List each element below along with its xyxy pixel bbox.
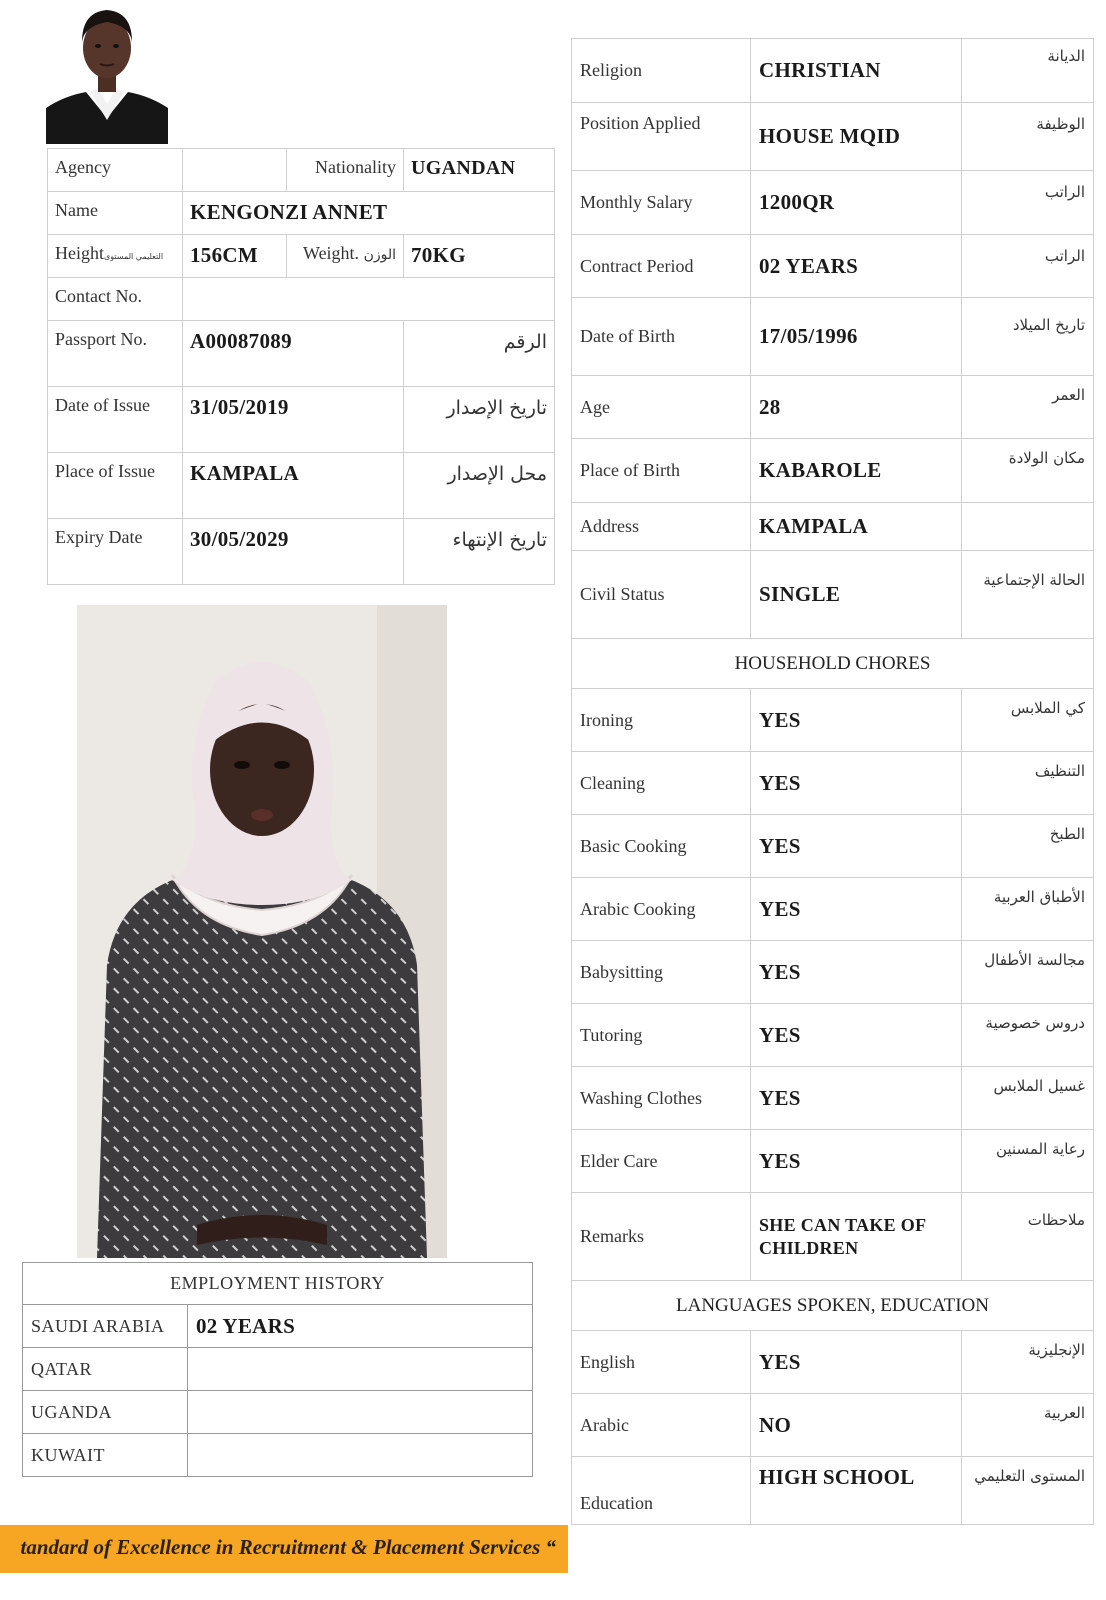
slogan-text: tandard of Excellence in Recruitment & Placement Services “ [20, 1535, 556, 1559]
chores-title: HOUSEHOLD CHORES [572, 639, 1094, 689]
language-label: English [572, 1331, 751, 1394]
detail-label: Date of Birth [572, 298, 751, 376]
chore-value: YES [751, 1067, 962, 1130]
employment-duration [188, 1348, 533, 1391]
languages-header-row [572, 1281, 1094, 1331]
detail-value: KABAROLE [751, 439, 962, 503]
chore-value: YES [751, 1130, 962, 1193]
name-value: KENGONZI ANNET [183, 192, 555, 235]
chore-label: Babysitting [572, 941, 751, 1004]
agency-row [48, 149, 555, 192]
chore-label-ar: ملاحظات [962, 1193, 1094, 1281]
expiry-date-row [48, 519, 555, 585]
detail-value: CHRISTIAN [751, 39, 962, 103]
name-label: Name [48, 192, 183, 235]
employment-row [23, 1391, 533, 1434]
chore-row [572, 1004, 1094, 1067]
height-label-ar: التعليمي المستوى [104, 252, 164, 261]
chore-row [572, 878, 1094, 941]
detail-label: Age [572, 376, 751, 439]
detail-value: HOUSE MQID [751, 103, 962, 171]
chore-value: YES [751, 941, 962, 1004]
detail-label: Religion [572, 39, 751, 103]
chore-label: Elder Care [572, 1130, 751, 1193]
chore-value: SHE CAN TAKE OF CHILDREN [751, 1193, 962, 1281]
chore-row [572, 1067, 1094, 1130]
place-of-issue-row [48, 453, 555, 519]
date-of-issue-value: 31/05/2019 [183, 387, 404, 453]
detail-label: Address [572, 503, 751, 551]
passport-label: Passport No. [48, 321, 183, 387]
chore-label: Basic Cooking [572, 815, 751, 878]
chore-row [572, 752, 1094, 815]
chore-label-ar: الطبخ [962, 815, 1094, 878]
chore-value: YES [751, 689, 962, 752]
details-table [571, 38, 1094, 1525]
employment-duration: 02 YEARS [188, 1305, 533, 1348]
detail-label-ar [962, 503, 1094, 551]
language-label-ar: العربية [962, 1394, 1094, 1457]
employment-row [23, 1434, 533, 1477]
language-row [572, 1331, 1094, 1394]
chore-label: Ironing [572, 689, 751, 752]
detail-value: KAMPALA [751, 503, 962, 551]
expiry-date-value: 30/05/2029 [183, 519, 404, 585]
chore-row [572, 1130, 1094, 1193]
chore-label-ar: مجالسة الأطفال [962, 941, 1094, 1004]
height-label: Height [55, 243, 104, 263]
language-label: Education [572, 1457, 751, 1525]
detail-value: SINGLE [751, 551, 962, 639]
chore-label: Remarks [572, 1193, 751, 1281]
language-label-ar: المستوى التعليمي [962, 1457, 1094, 1525]
date-of-issue-label: Date of Issue [48, 387, 183, 453]
detail-row [572, 298, 1094, 376]
detail-value: 1200QR [751, 171, 962, 235]
full-body-photo [77, 605, 447, 1258]
language-label-ar: الإنجليزية [962, 1331, 1094, 1394]
detail-label-ar: الراتب [962, 235, 1094, 298]
detail-row [572, 103, 1094, 171]
detail-label-ar: الوظيفة [962, 103, 1094, 171]
employment-country: QATAR [23, 1348, 188, 1391]
passport-value: A00087089 [183, 321, 404, 387]
detail-row [572, 171, 1094, 235]
chores-header-row [572, 639, 1094, 689]
employment-duration [188, 1391, 533, 1434]
employment-duration [188, 1434, 533, 1477]
detail-label-ar: الحالة الإجتماعية [962, 551, 1094, 639]
language-value: YES [751, 1331, 962, 1394]
detail-label: Civil Status [572, 551, 751, 639]
detail-label: Contract Period [572, 235, 751, 298]
detail-row [572, 551, 1094, 639]
employment-row [23, 1305, 533, 1348]
detail-label: Position Applied [572, 103, 751, 171]
chore-label-ar: غسيل الملابس [962, 1067, 1094, 1130]
weight-value: 70KG [404, 235, 555, 278]
expiry-date-label: Expiry Date [48, 519, 183, 585]
name-row [48, 192, 555, 235]
detail-value: 02 YEARS [751, 235, 962, 298]
detail-label: Place of Birth [572, 439, 751, 503]
expiry-date-label-ar: تاريخ الإنتهاء [404, 519, 555, 585]
passport-label-ar: الرقم [404, 321, 555, 387]
detail-label-ar: العمر [962, 376, 1094, 439]
agency-value [183, 149, 287, 192]
chore-row [572, 1193, 1094, 1281]
detail-label-ar: الراتب [962, 171, 1094, 235]
weight-label-ar: الوزن [363, 247, 396, 263]
chore-value: YES [751, 1004, 962, 1067]
employment-country: UGANDA [23, 1391, 188, 1434]
language-label: Arabic [572, 1394, 751, 1457]
chore-label-ar: التنظيف [962, 752, 1094, 815]
detail-label: Monthly Salary [572, 171, 751, 235]
chore-row [572, 815, 1094, 878]
height-weight-row [48, 235, 555, 278]
detail-label-ar: الديانة [962, 39, 1094, 103]
chore-label-ar: رعاية المسنين [962, 1130, 1094, 1193]
detail-label-ar: مكان الولادة [962, 439, 1094, 503]
language-row [572, 1394, 1094, 1457]
nationality-value: UGANDAN [404, 149, 555, 192]
place-of-issue-value: KAMPALA [183, 453, 404, 519]
personal-info-table [47, 148, 555, 585]
employment-country: KUWAIT [23, 1434, 188, 1477]
detail-value: 17/05/1996 [751, 298, 962, 376]
chore-value: YES [751, 815, 962, 878]
slogan-banner [0, 1525, 568, 1573]
contact-value [183, 278, 555, 321]
chore-label: Arabic Cooking [572, 878, 751, 941]
employment-country: SAUDI ARABIA [23, 1305, 188, 1348]
detail-label-ar: تاريخ الميلاد [962, 298, 1094, 376]
language-row [572, 1457, 1094, 1525]
chore-value: YES [751, 878, 962, 941]
date-of-issue-row [48, 387, 555, 453]
detail-row [572, 235, 1094, 298]
employment-row [23, 1348, 533, 1391]
date-of-issue-label-ar: تاريخ الإصدار [404, 387, 555, 453]
weight-label-cell [287, 235, 404, 278]
detail-row [572, 39, 1094, 103]
detail-row [572, 503, 1094, 551]
contact-row [48, 278, 555, 321]
employment-title: EMPLOYMENT HISTORY [23, 1263, 533, 1305]
contact-label: Contact No. [48, 278, 183, 321]
chore-label: Tutoring [572, 1004, 751, 1067]
detail-row [572, 439, 1094, 503]
agency-label: Agency [48, 149, 183, 192]
chore-value: YES [751, 752, 962, 815]
employment-header-row [23, 1263, 533, 1305]
chore-label-ar: الأطباق العربية [962, 878, 1094, 941]
language-value: NO [751, 1394, 962, 1457]
languages-title: LANGUAGES SPOKEN, EDUCATION [572, 1281, 1094, 1331]
place-of-issue-label-ar: محل الإصدار [404, 453, 555, 519]
detail-row [572, 376, 1094, 439]
chore-row [572, 689, 1094, 752]
chore-label: Cleaning [572, 752, 751, 815]
passport-row [48, 321, 555, 387]
place-of-issue-label: Place of Issue [48, 453, 183, 519]
detail-value: 28 [751, 376, 962, 439]
employment-history-table [22, 1262, 533, 1477]
language-value: HIGH SCHOOL [751, 1457, 962, 1525]
nationality-label: Nationality [287, 149, 404, 192]
chore-label: Washing Clothes [572, 1067, 751, 1130]
weight-label: Weight. [303, 243, 360, 263]
height-label-cell [48, 235, 183, 278]
height-value: 156CM [183, 235, 287, 278]
chore-row [572, 941, 1094, 1004]
portrait-photo [46, 0, 168, 144]
chore-label-ar: كي الملابس [962, 689, 1094, 752]
chore-label-ar: دروس خصوصية [962, 1004, 1094, 1067]
